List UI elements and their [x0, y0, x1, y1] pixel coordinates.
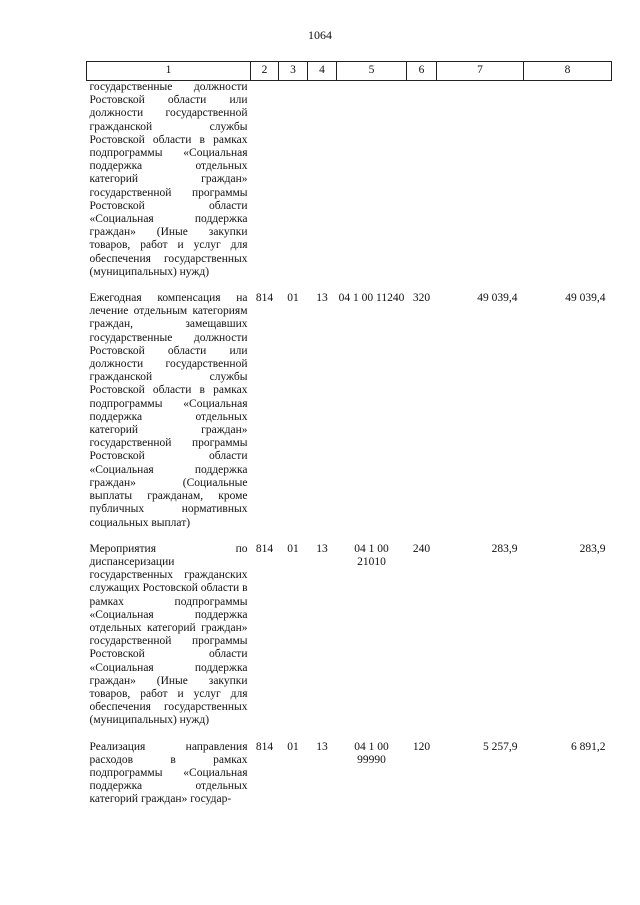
cell-amount-year1: 5 257,9 — [483, 740, 518, 753]
cell-ministry: 814 — [255, 740, 274, 753]
cell-expense-type — [407, 81, 437, 293]
cell-section: 01 — [287, 292, 299, 305]
cell-target-article: 04 1 00 99990 — [354, 740, 389, 766]
cell-target-article: 04 1 00 11240 — [338, 292, 405, 305]
cell-section — [279, 81, 308, 293]
row-description: Реализация направления расходов в рамках подпрограммы «Социальная поддержка отдельных категорий граждан» государ- — [89, 740, 248, 806]
cell-ministry — [251, 81, 279, 293]
cell-amount-year2: 49 039,4 — [565, 292, 606, 305]
cell-target-article — [337, 81, 407, 293]
column-header: 1 — [87, 62, 251, 81]
cell-ministry: 814 — [255, 292, 274, 305]
page-number: 1064 — [308, 28, 332, 42]
cell-amount-year2: 6 891,2 — [571, 740, 606, 753]
row-description: Ежегодная компенсация на лечение отдельным категориям граждан, замещавших государственные должности Ростовской области или должности государственной гражданской службы Ростовской области в рамках подпрограммы «Социальная поддержка отдельных категорий граждан» государственной программы Ростовской области «Социальная поддержка граждан» (Социальные выплаты гражданам, кроме публичных нормативных социальных выплат) — [89, 292, 248, 529]
header-row — [87, 62, 612, 81]
cell-subsection: 13 — [316, 292, 328, 305]
cell-section: 01 — [287, 740, 299, 753]
column-header: 3 — [279, 62, 308, 81]
cell-expense-type: 120 — [412, 740, 431, 753]
cell-subsection — [308, 81, 337, 293]
column-header: 4 — [308, 62, 337, 81]
table-row — [87, 292, 612, 543]
table-row — [87, 81, 612, 293]
cell-amount-year1: 283,9 — [491, 542, 518, 555]
table-row — [87, 543, 612, 741]
cell-amount-year2: 283,9 — [579, 542, 606, 555]
budget-table — [86, 61, 612, 807]
column-header: 2 — [251, 62, 279, 81]
column-header: 7 — [437, 62, 524, 81]
cell-amount-year1: 49 039,4 — [477, 292, 518, 305]
cell-expense-type: 320 — [412, 292, 431, 305]
row-description: государственные должности Ростовской области или должности государственной гражданской службы Ростовской области в рамках подпрограммы «Социальная поддержка отдельных категорий граждан» государственной программы Ростовской области «Социальная поддержка граждан» (Иные закупки товаров, работ и услуг для обеспечения государственных (муниципальных) нужд) — [89, 81, 248, 278]
column-header: 5 — [337, 62, 407, 81]
cell-section: 01 — [287, 542, 299, 555]
cell-amount-year2 — [524, 81, 612, 293]
cell-subsection: 13 — [316, 740, 328, 753]
table-row — [87, 741, 612, 807]
cell-target-article: 04 1 00 21010 — [354, 542, 389, 568]
cell-subsection: 13 — [316, 542, 328, 555]
row-description: Мероприятия по диспансеризации государственных гражданских служащих Ростовской области в рамках подпрограммы «Социальная поддержка отдельных категорий граждан» государственной программы Ростовской области «Социальная поддержка граждан» (Иные закупки товаров, работ и услуг для обеспечения государственных (муниципальных) нужд) — [89, 542, 248, 727]
cell-amount-year1 — [437, 81, 524, 293]
cell-ministry: 814 — [255, 542, 274, 555]
cell-expense-type: 240 — [412, 542, 431, 555]
column-header: 8 — [524, 62, 612, 81]
column-header: 6 — [407, 62, 437, 81]
